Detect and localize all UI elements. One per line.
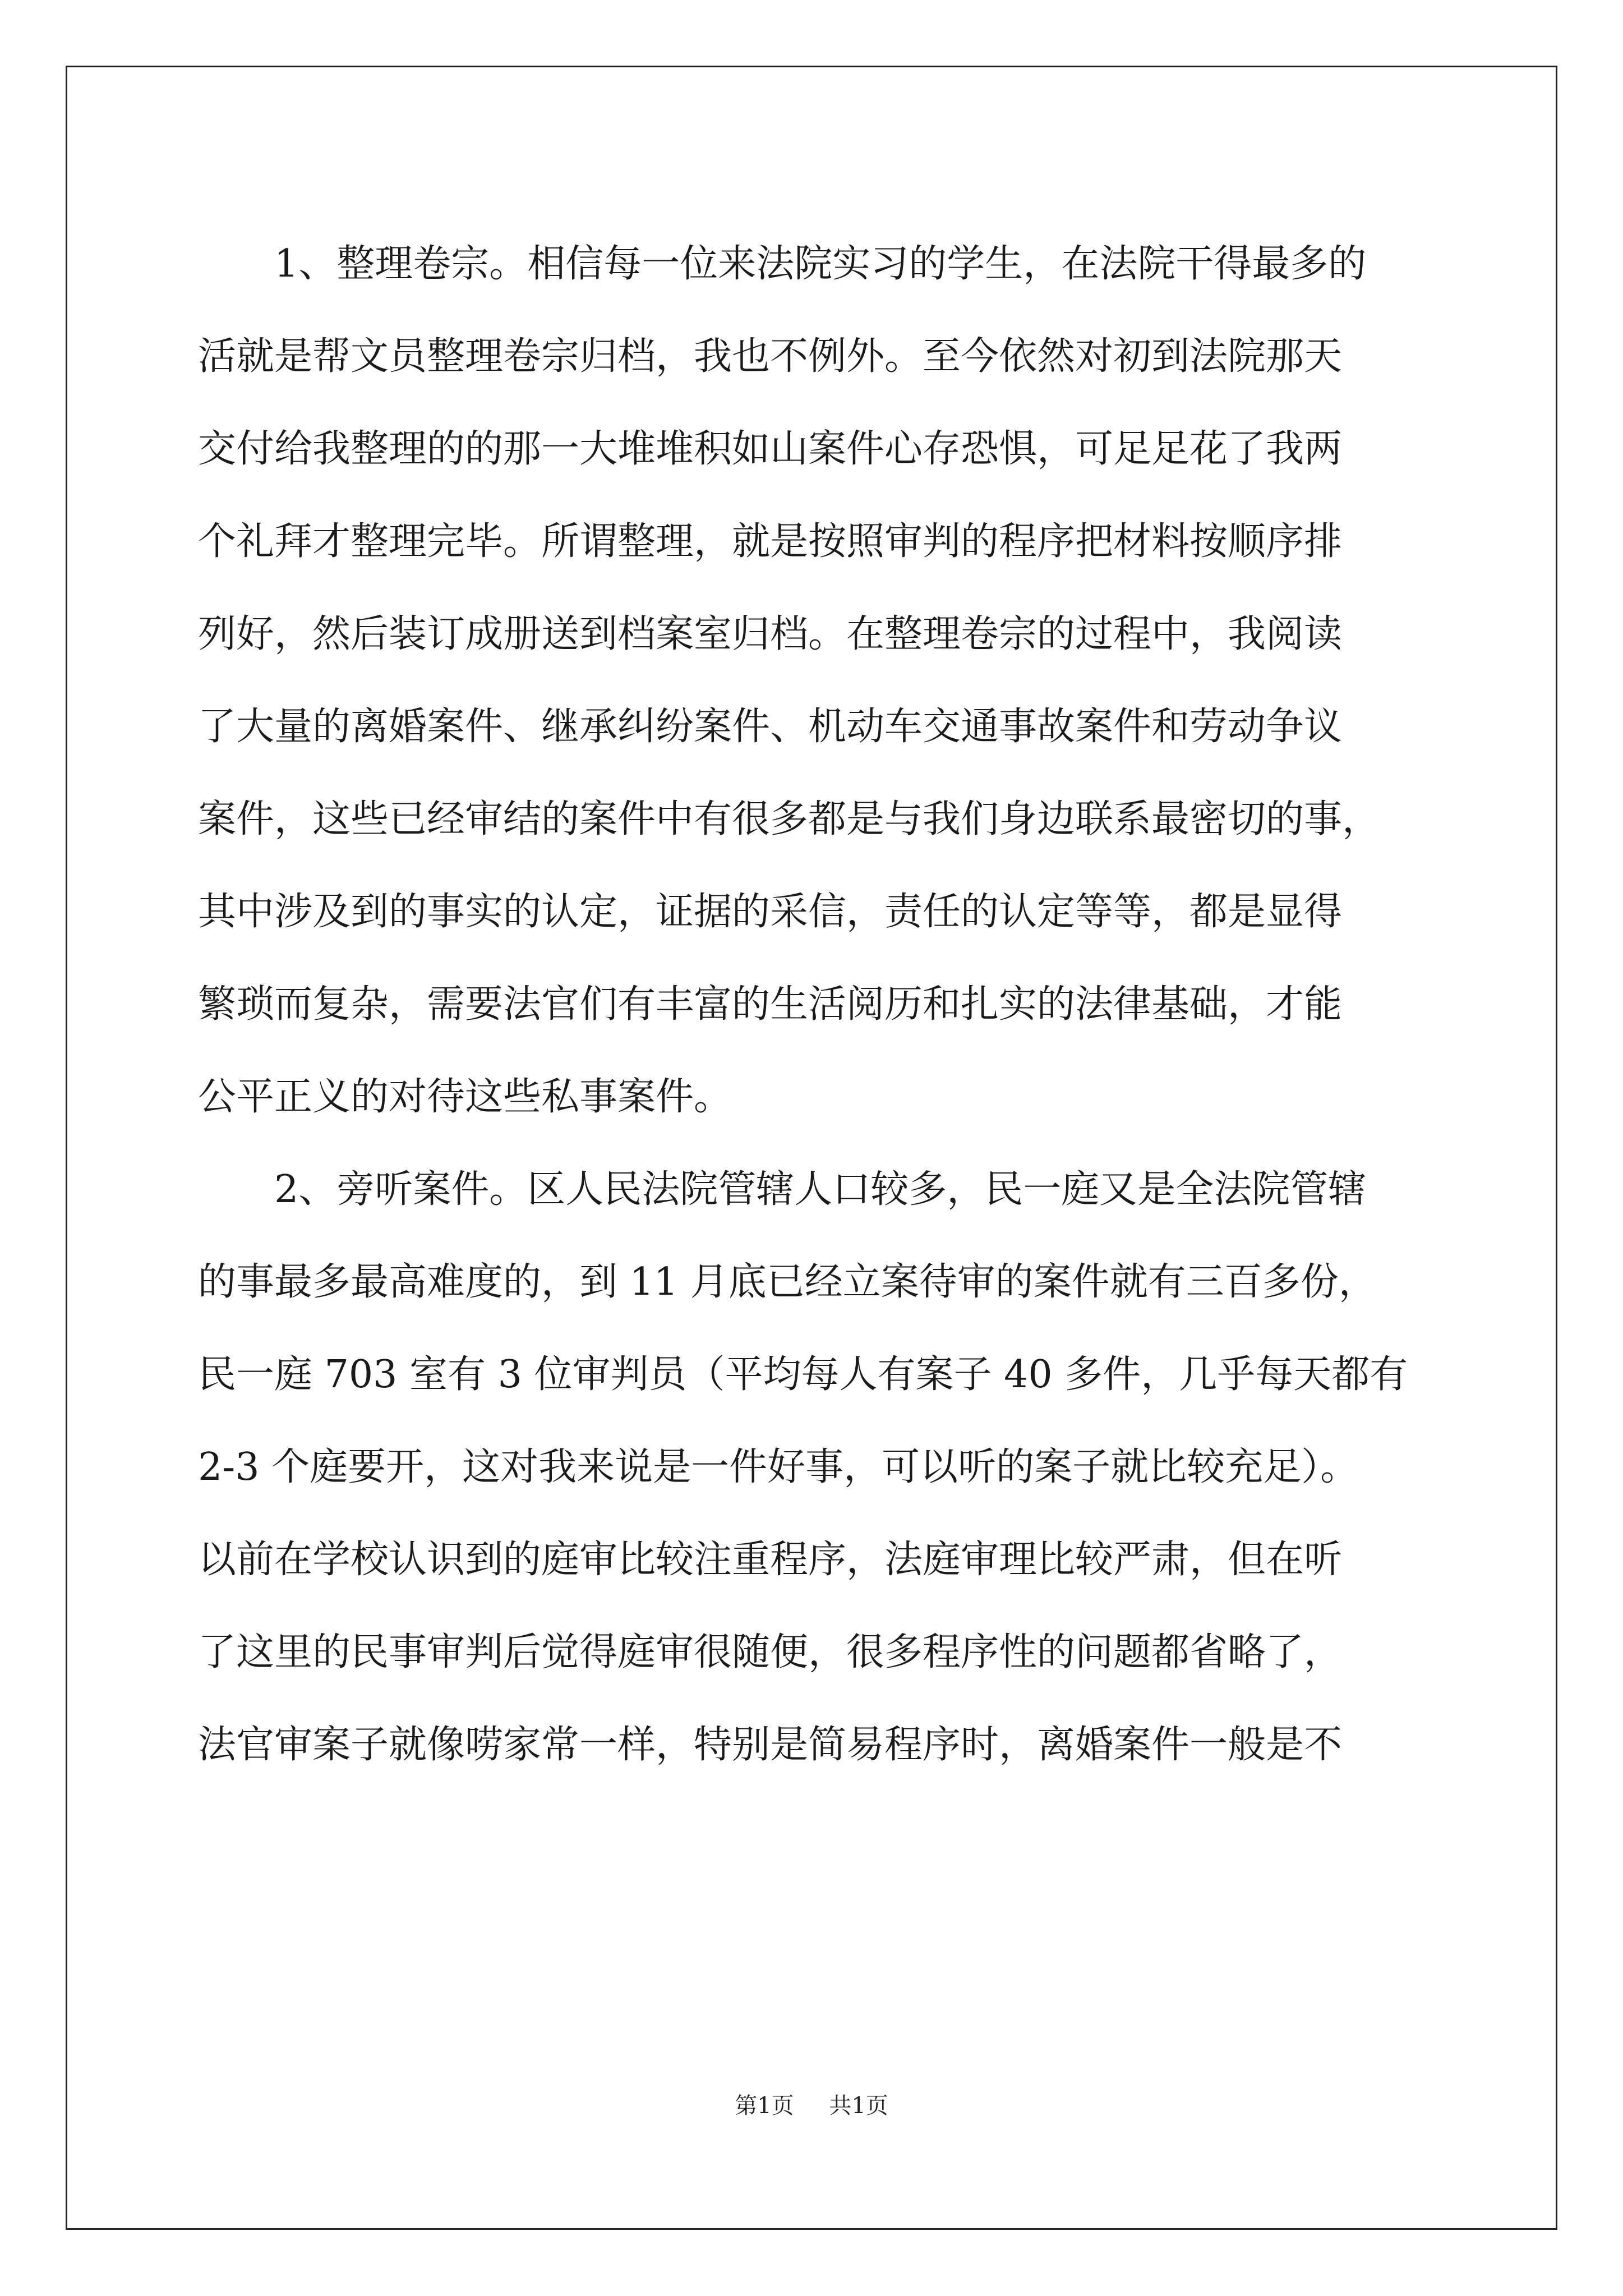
document-body	[198, 218, 1443, 1791]
page-number: 第1页	[735, 2093, 794, 2119]
text-line: 了这里的民事审判后觉得庭审很随便，很多程序性的问题都省略了，	[198, 1630, 1343, 1674]
text-line: 案件，这些已经审结的案件中有很多都是与我们身边联系最密切的事，	[198, 797, 1381, 841]
text-line: 公平正义的对待这些私事案件。	[198, 1075, 732, 1119]
page-total: 共1页	[829, 2093, 888, 2119]
text-line: 法官审案子就像唠家常一样，特别是简易程序时，离婚案件一般是不	[198, 1723, 1343, 1767]
text-line: 1、整理卷宗。相信每一位来法院实习的学生，在法院干得最多的	[274, 242, 1367, 286]
text-line: 活就是帮文员整理卷宗归档，我也不例外。至今依然对初到法院那天	[198, 334, 1343, 379]
text-line: 繁琐而复杂，需要法官们有丰富的生活阅历和扎实的法律基础，才能	[198, 982, 1343, 1027]
text-line: 个礼拜才整理完毕。所谓整理，就是按照审判的程序把材料按顺序排	[198, 519, 1343, 564]
text-line: 以前在学校认识到的庭审比较注重程序，法庭审理比较严肃，但在听	[198, 1538, 1343, 1582]
text-line: 2、旁听案件。区人民法院管辖人口较多，民一庭又是全法院管辖	[274, 1167, 1367, 1212]
text-line: 其中涉及到的事实的认定，证据的采信，责任的认定等等，都是显得	[198, 890, 1343, 934]
text-line: 交付给我整理的的那一大堆堆积如山案件心存恐惧，可足足花了我两	[198, 427, 1343, 471]
text-line: 民一庭 703 室有 3 位审判员（平均每人有案子 40 多件，几乎每天都有	[198, 1352, 1408, 1397]
paragraph-1	[198, 218, 1443, 1143]
text-line: 的事最多最高难度的，到 11 月底已经立案待审的案件就有三百多份，	[198, 1260, 1377, 1304]
page-footer	[0, 2088, 1623, 2120]
text-line: 了大量的离婚案件、继承纠纷案件、机动车交通事故案件和劳动争议	[198, 705, 1343, 749]
text-line: 2-3 个庭要开，这对我来说是一件好事，可以听的案子就比较充足）。	[198, 1445, 1359, 1489]
text-line: 列好，然后装订成册送到档案室归档。在整理卷宗的过程中，我阅读	[198, 612, 1343, 656]
paragraph-2	[198, 1143, 1443, 1791]
